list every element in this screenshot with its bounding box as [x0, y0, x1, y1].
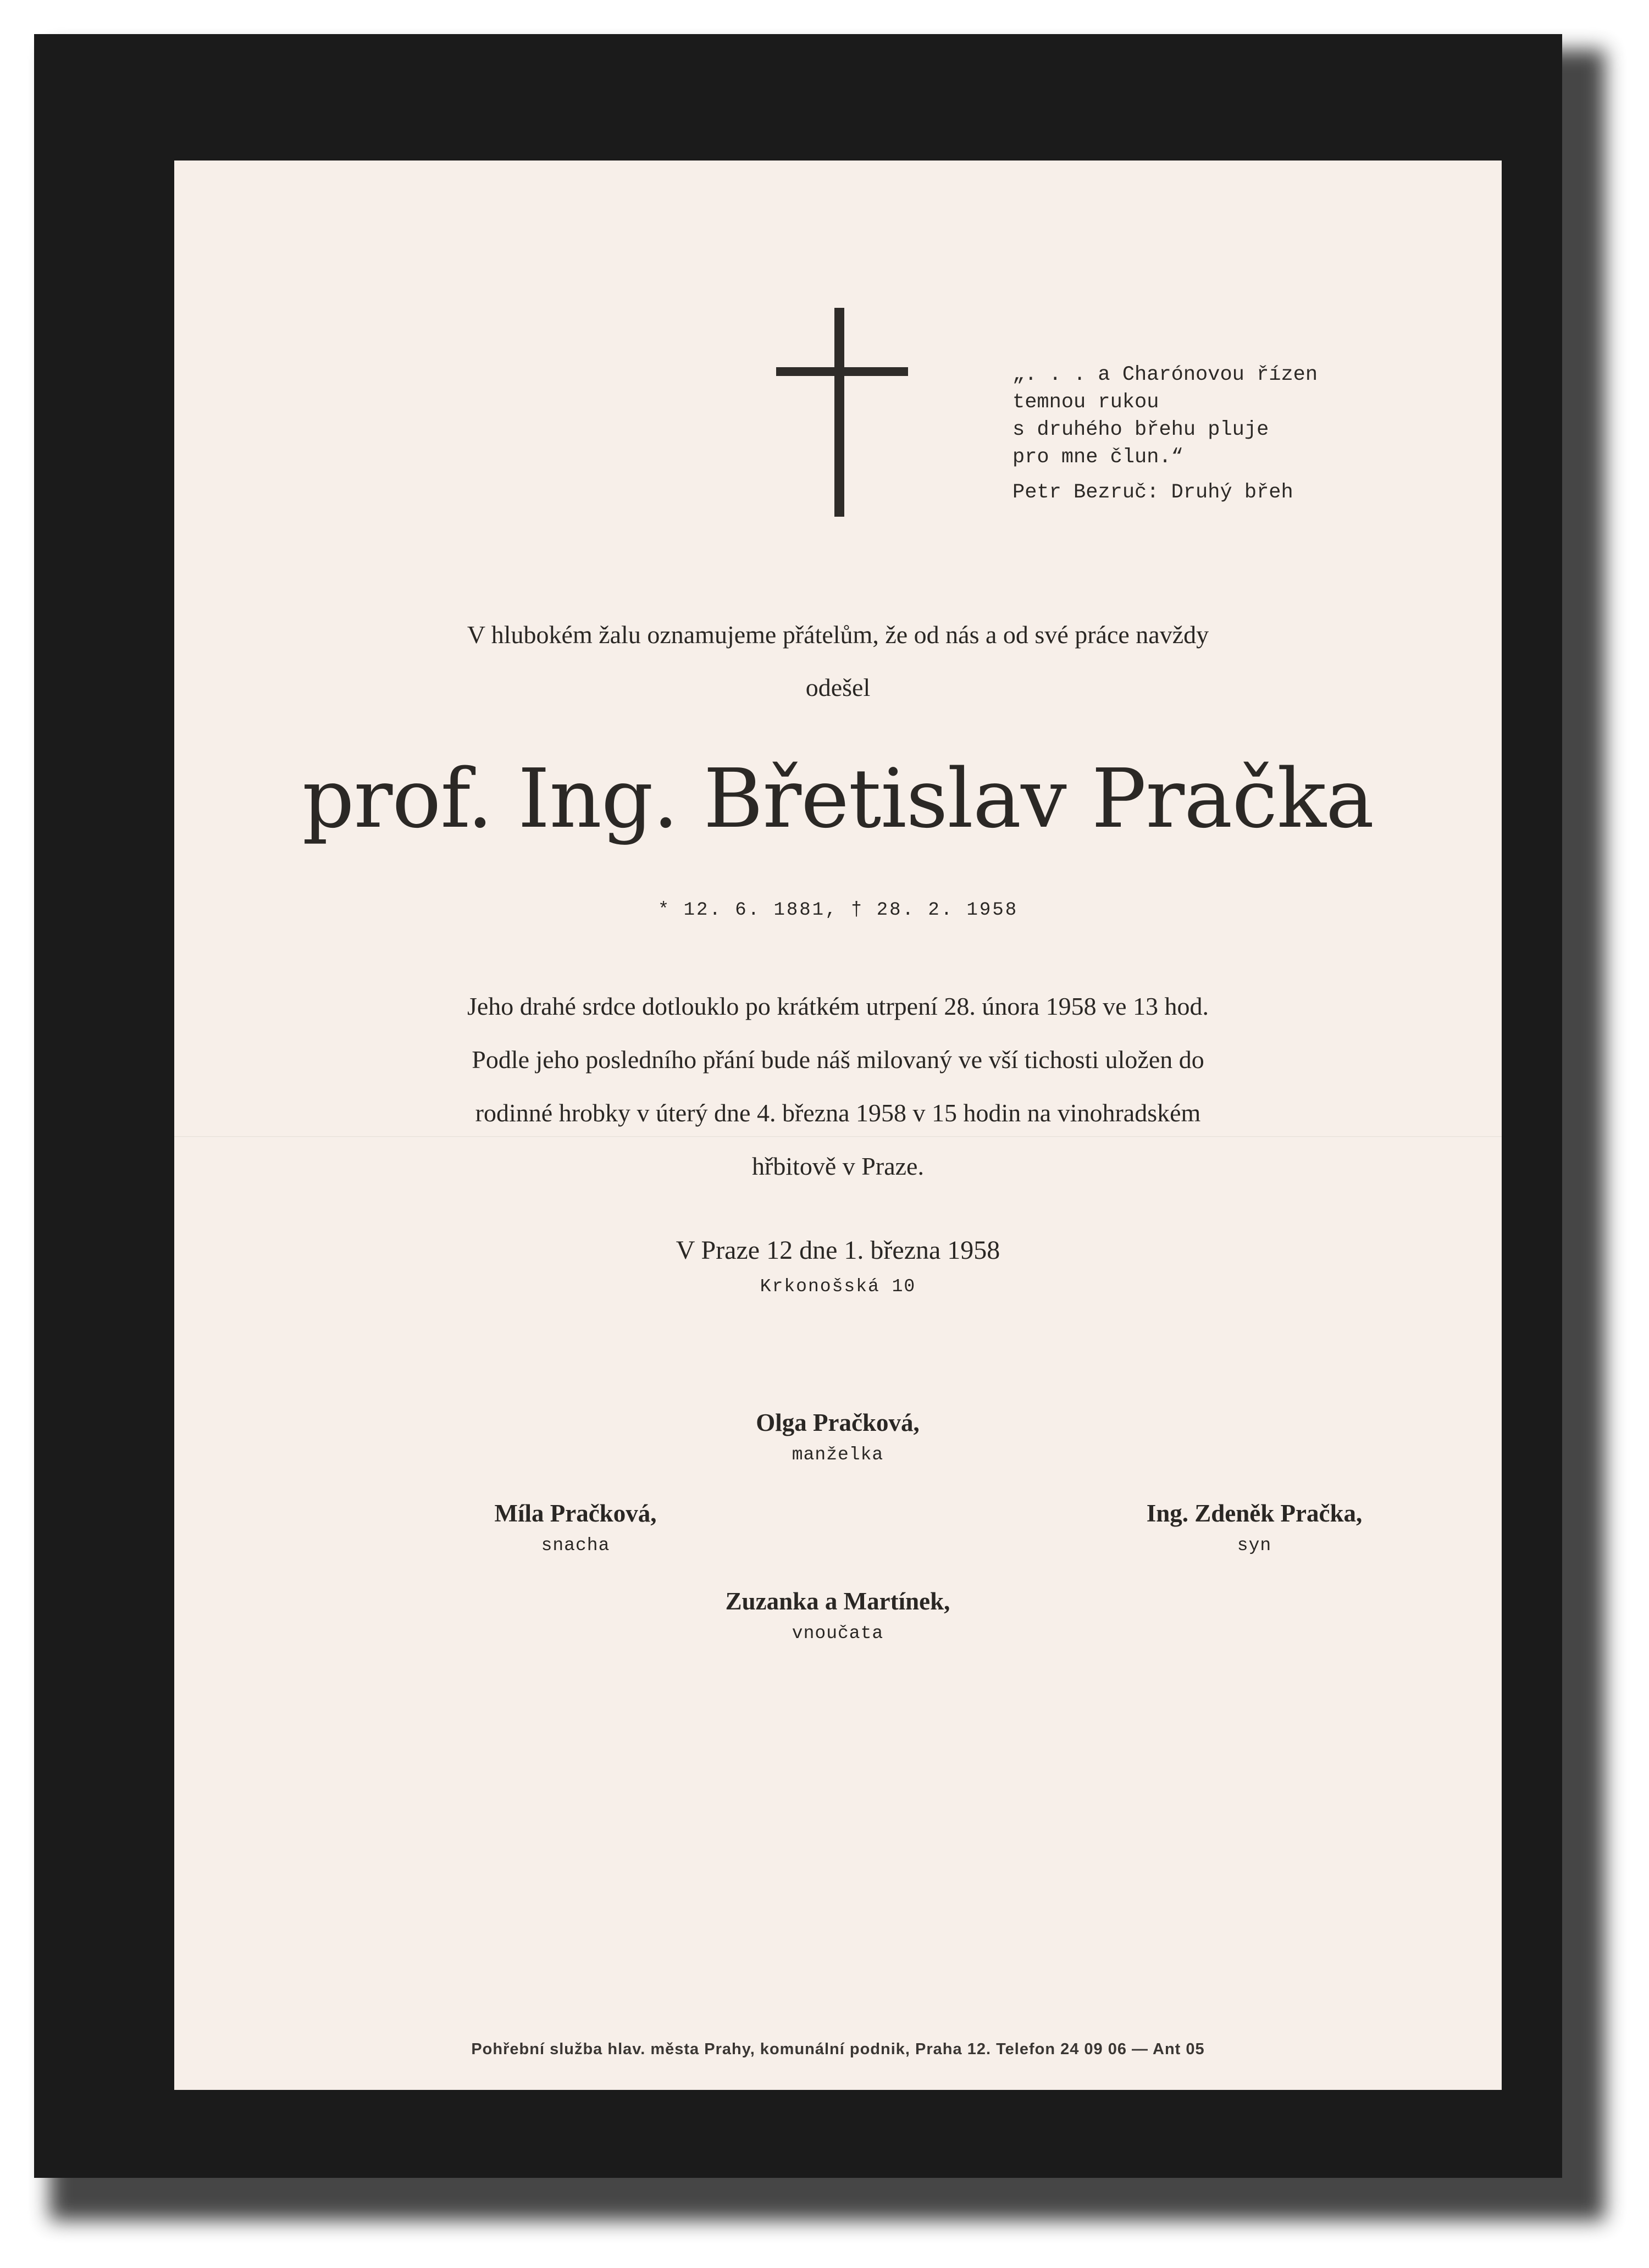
quote-source: Petr Bezruč: Druhý břeh [1012, 481, 1293, 504]
signatory-grandchildren [645, 1587, 1030, 1644]
signatory-wife [645, 1408, 1030, 1465]
announcement-text [174, 980, 1502, 1193]
announcement-line: Jeho drahé srdce dotlouklo po krátkém utrpení 28. února 1958 ve 13 hod. [467, 992, 1209, 1020]
life-dates: * 12. 6. 1881, † 28. 2. 1958 [657, 900, 1019, 921]
signatory-name: Zuzanka a Martínek, [725, 1587, 950, 1615]
announcement-line: rodinné hrobky v úterý dne 4. března 1958 v 15 hodin na vinohradském [475, 1099, 1201, 1127]
signatory-son [1062, 1499, 1447, 1556]
announcement-line: Podle jeho posledního přání bude náš milovaný ve vší tichosti uložen do [472, 1046, 1204, 1074]
quote-line: temnou rukou [1012, 391, 1159, 414]
address: Krkonošská 10 [760, 1276, 916, 1297]
signatory-role: manželka [792, 1445, 884, 1465]
quote-line: pro mne člun.“ [1012, 446, 1183, 469]
black-mourning-border [34, 34, 1562, 2178]
announcement-line: hřbitově v Praze. [752, 1152, 924, 1180]
quote-line: s druhého břehu pluje [1012, 418, 1269, 441]
signatory-role: vnoučata [792, 1623, 884, 1644]
signatory-name: Míla Pračková, [494, 1500, 657, 1527]
intro-line-1: V hlubokém žalu oznamujeme přátelům, že od nás a od své práce navždy [467, 621, 1209, 649]
signatory-role: syn [1237, 1535, 1272, 1556]
intro-text [174, 609, 1502, 714]
place-date: V Praze 12 dne 1. března 1958 [676, 1236, 1000, 1265]
deceased-name: prof. Ing. Břetislav Pračka [302, 751, 1374, 846]
obituary-paper [174, 161, 1502, 2090]
signatory-daughter-in-law [383, 1499, 768, 1556]
bezruc-quote [1012, 361, 1397, 506]
signatory-role: snacha [541, 1535, 610, 1556]
printer-footer: Pohřební služba hlav. města Prahy, komunální podnik, Praha 12. Telefon 24 09 06 — Ant 05 [471, 2040, 1205, 2058]
quote-line: „. . . a Charónovou řízen [1012, 363, 1318, 386]
intro-line-2: odešel [805, 673, 871, 701]
cross-icon [776, 308, 908, 517]
signatory-name: Ing. Zdeněk Pračka, [1146, 1500, 1363, 1527]
signatory-name: Olga Pračková, [756, 1409, 920, 1436]
